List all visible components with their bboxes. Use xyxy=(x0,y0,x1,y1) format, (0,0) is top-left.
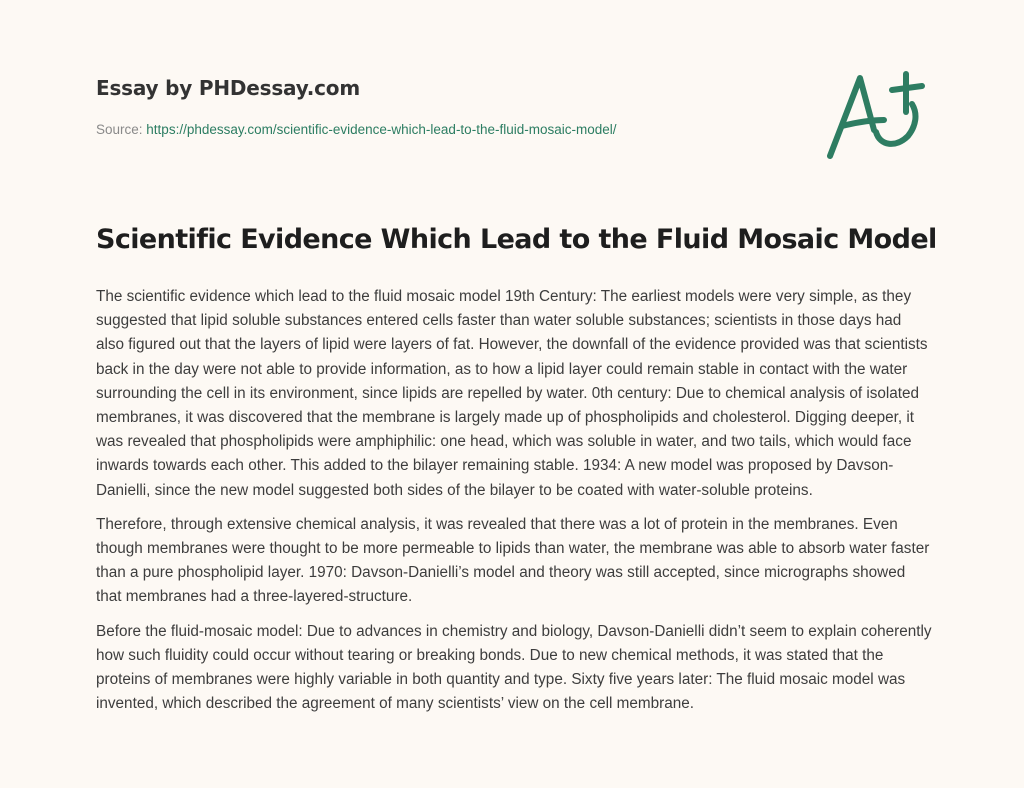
article-body xyxy=(96,285,932,726)
paragraph: Before the fluid-mosaic model: Due to advances in chemistry and biology, Davson-Danielli didn’t seem to explain coherently how such fluidity could occur without tearing or breaking bonds. Due to new chemical methods, it was stated that the proteins of membranes were highly variable in both quantity and type. Sixty five years later: The fluid mosaic model was invented, which described the agreement of many scientists’ view on the cell membrane. xyxy=(96,622,932,713)
paragraph: The scientific evidence which lead to the fluid mosaic model 19th Century: The earliest models were very simple, as they suggested that lipid soluble substances entered cells faster than water soluble substances; scientists in those days had also figured out that the layers of lipid were layers of fat. However, the downfall of the evidence provided was that scientists back in the day were not able to provide information, as to how a lipid layer could remain stable in contact with the water surrounding the cell in its environment, since lipids are repelled by water. 0th century: Due to chemical analysis of isolated membranes, it was discovered that the membrane is largely made up of phospholipids and cholesterol. Digging deeper, it was revealed that phospholipids were amphiphilic: one head, which was soluble in water, and two tails, which would face inwards towards each other. This added to the bilayer remaining stable. 1934: A new model was proposed by Davson-Danielli, since the new model suggested both sides of the bilayer to be coated with water-soluble proteins. xyxy=(96,288,928,499)
source-line xyxy=(96,122,796,137)
source-link[interactable]: https://phdessay.com/scientific-evidence-which-lead-to-the-fluid-mosaic-model/ xyxy=(146,122,617,137)
paragraph: Therefore, through extensive chemical analysis, it was revealed that there was a lot of protein in the membranes. Even though membranes were thought to be more permeable to lipids than water, the membrane was able to absorb water faster than a pure phospholipid layer. 1970: Davson-Danielli’s model and theory was still accepted, since micrographs showed that membranes had a three-layered-structure. xyxy=(96,515,930,606)
source-label: Source: xyxy=(96,122,143,137)
site-title: Essay by PHDessay.com xyxy=(96,76,360,100)
article-title: Scientific Evidence Which Lead to the Fluid Mosaic Model xyxy=(96,224,937,255)
a-plus-grade-icon xyxy=(822,68,932,164)
page-header xyxy=(96,76,796,137)
